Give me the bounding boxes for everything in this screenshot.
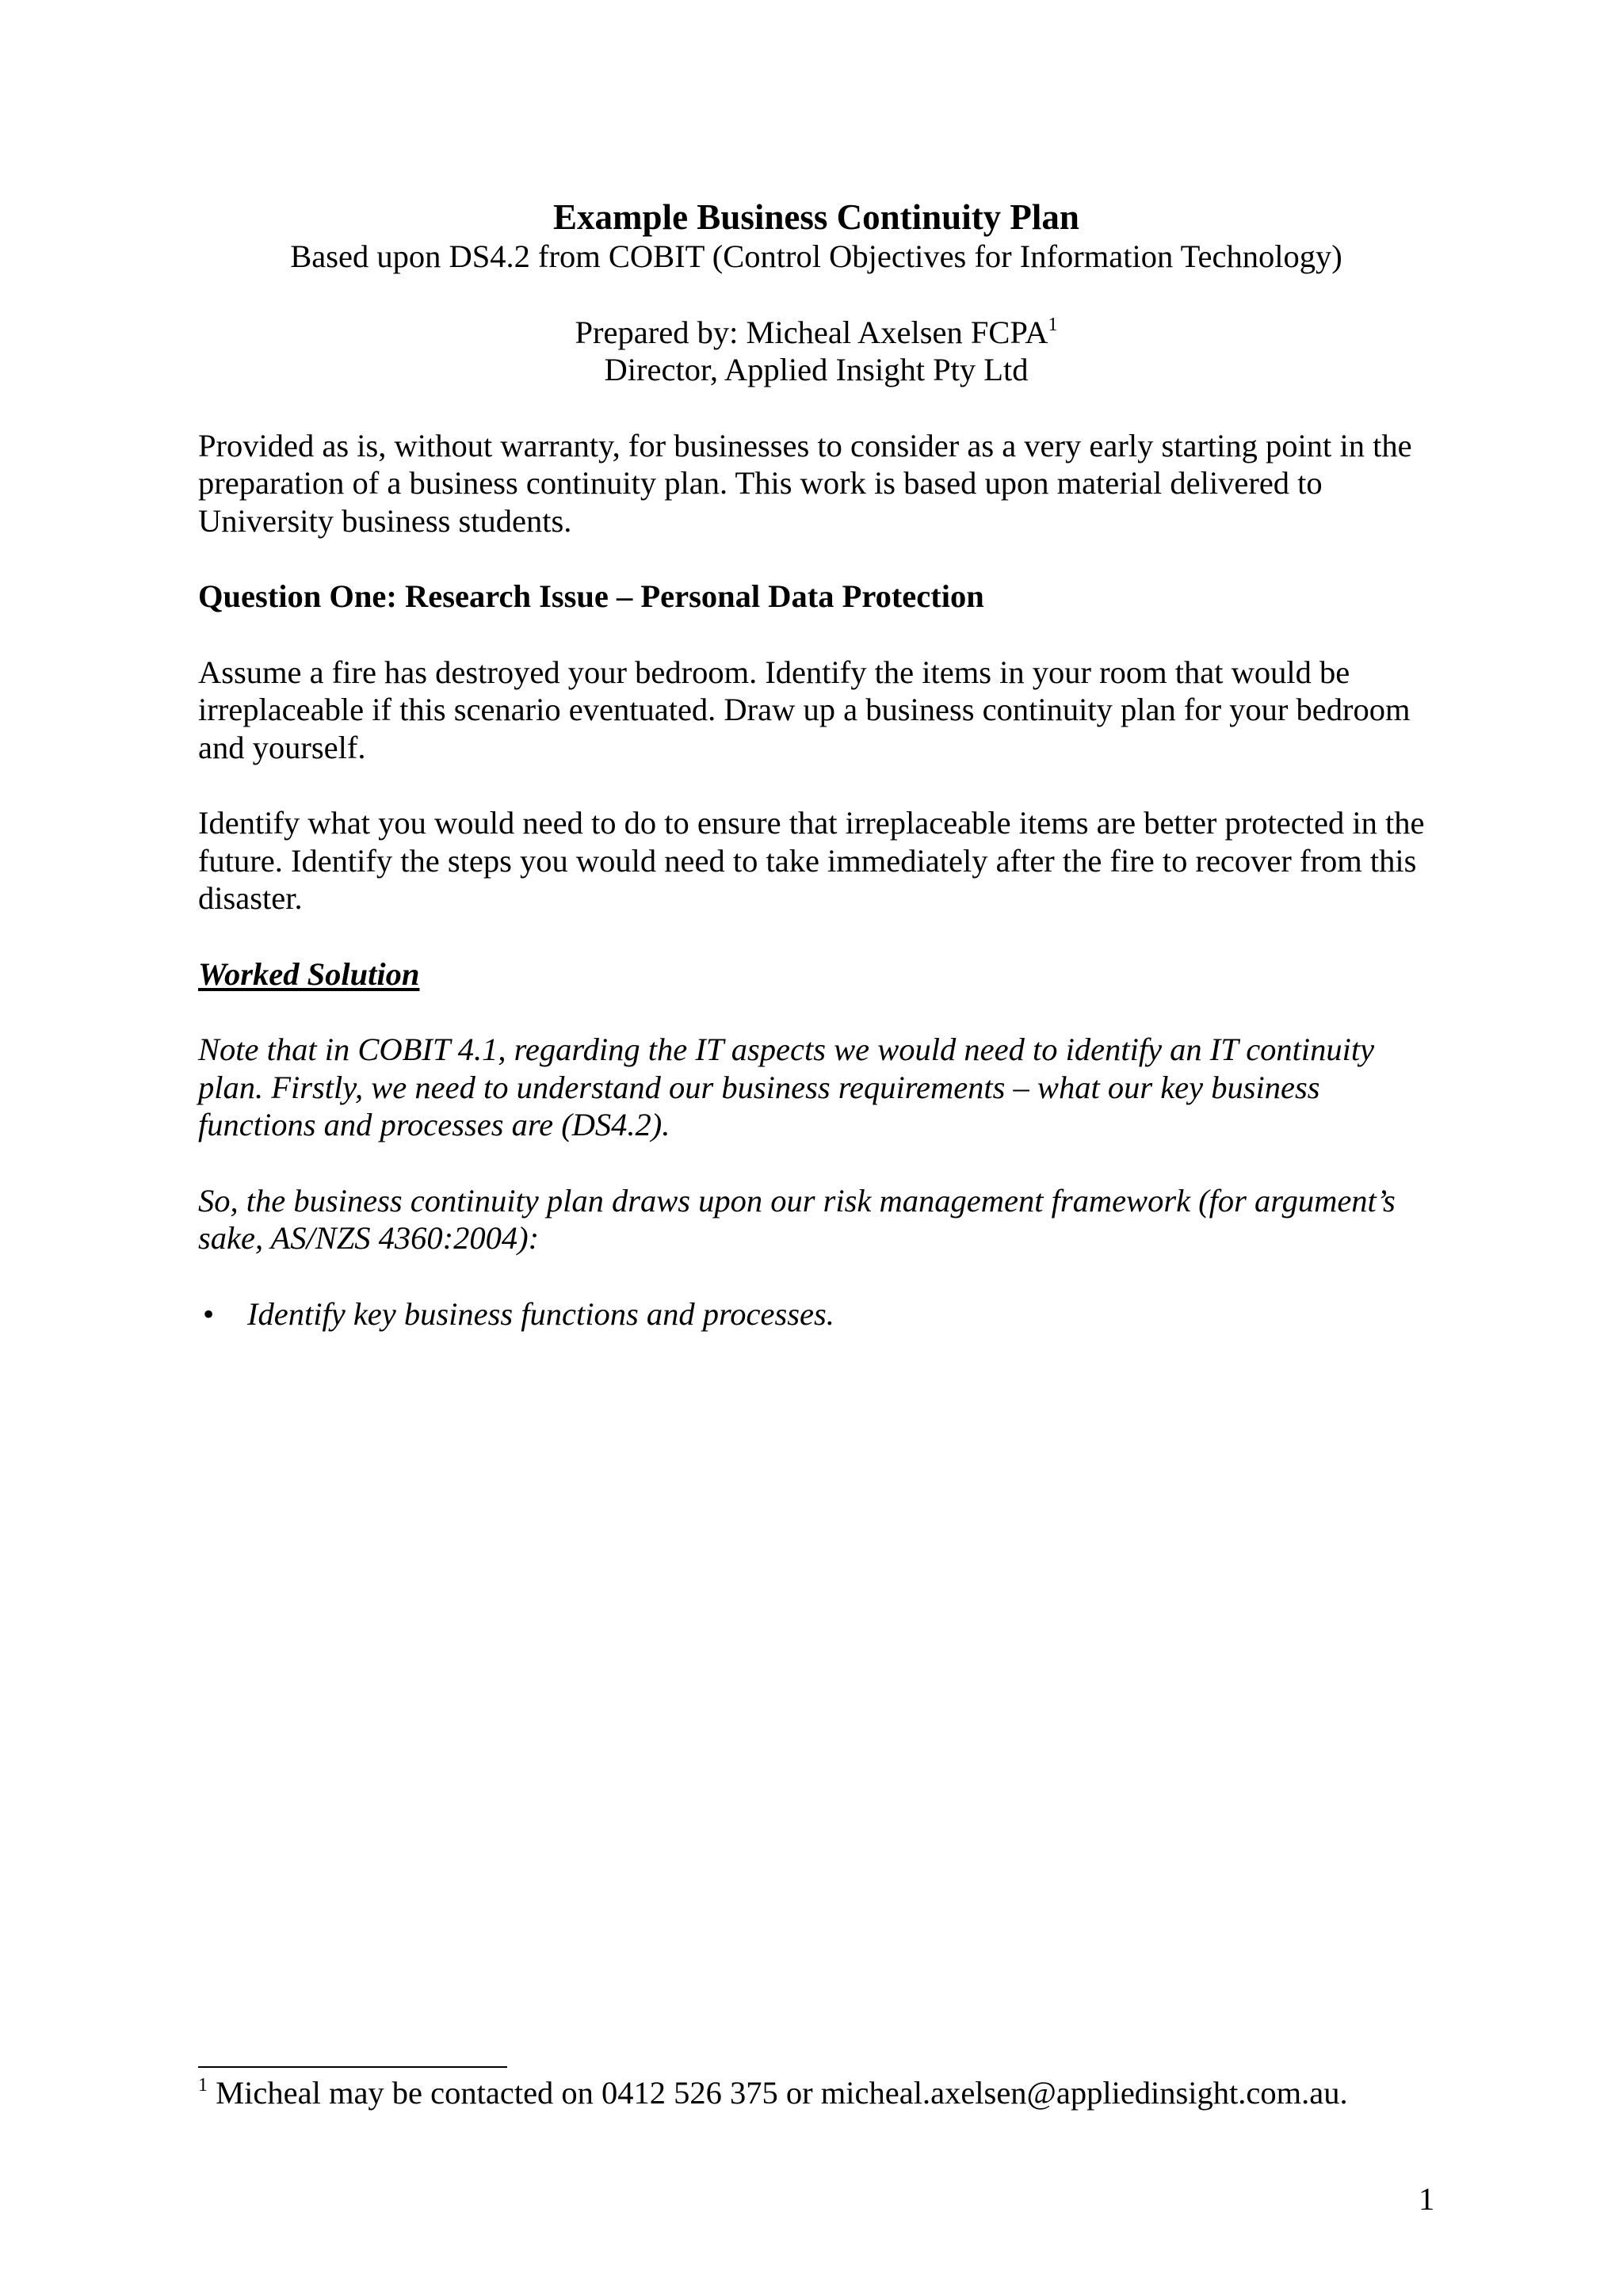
question-heading: Question One: Research Issue – Personal Data Protection <box>198 578 984 614</box>
worked-solution-heading: Worked Solution <box>198 955 420 992</box>
author-block <box>198 314 1434 389</box>
question-paragraph-2: Identify what you would need to do to ensure that irreplaceable items are better protected in the future. Identify the steps you would need to take immediately after the fire to recover from this disaster. <box>198 805 1425 916</box>
footnote-separator <box>198 2066 507 2068</box>
document-title: Example Business Continuity Plan <box>553 197 1079 237</box>
list-item <box>198 1295 1434 1333</box>
page-number: 1 <box>1419 2181 1435 2217</box>
prepared-by-line <box>198 314 1434 352</box>
footnote-marker: 1 <box>198 2075 208 2096</box>
author-role: Director, Applied Insight Pty Ltd <box>604 352 1029 387</box>
question-paragraph-1: Assume a fire has destroyed your bedroom. Identify the items in your room that would be irreplaceable if this scenario eventuated. Draw up a business continuity plan for your bedroom and yourself. <box>198 654 1411 765</box>
footnote-text: Micheal may be contacted on 0412 526 375 or micheal.axelsen@appliedinsight.com.au. <box>216 2075 1348 2111</box>
solution-bullet-list <box>198 1295 1434 1333</box>
footnote-reference[interactable]: 1 <box>1048 314 1058 335</box>
worked-solution-heading-line <box>198 955 1434 994</box>
disclaimer-paragraph: Provided as is, without warranty, for businesses to consider as a very early starting point in the preparation of a business continuity plan. This work is based upon material delivered to University business students. <box>198 427 1412 539</box>
bullet-icon: • <box>203 1295 215 1332</box>
footnote <box>198 2074 1466 2111</box>
page-content <box>198 196 1434 1333</box>
solution-paragraph-1: Note that in COBIT 4.1, regarding the IT aspects we would need to identify an IT continuity plan. Firstly, we need to understand our business requirements – what our key business functions and processes are (DS4.2). <box>198 1032 1375 1142</box>
list-item-text: Identify key business functions and processes. <box>247 1295 834 1332</box>
document-subtitle: Based upon DS4.2 from COBIT (Control Objectives for Information Technology) <box>290 238 1342 274</box>
prepared-by-text: Prepared by: Micheal Axelsen FCPA <box>575 314 1048 350</box>
solution-paragraph-2: So, the business continuity plan draws upon our risk management framework (for argument’s sake, AS/NZS 4360:2004): <box>198 1182 1396 1256</box>
